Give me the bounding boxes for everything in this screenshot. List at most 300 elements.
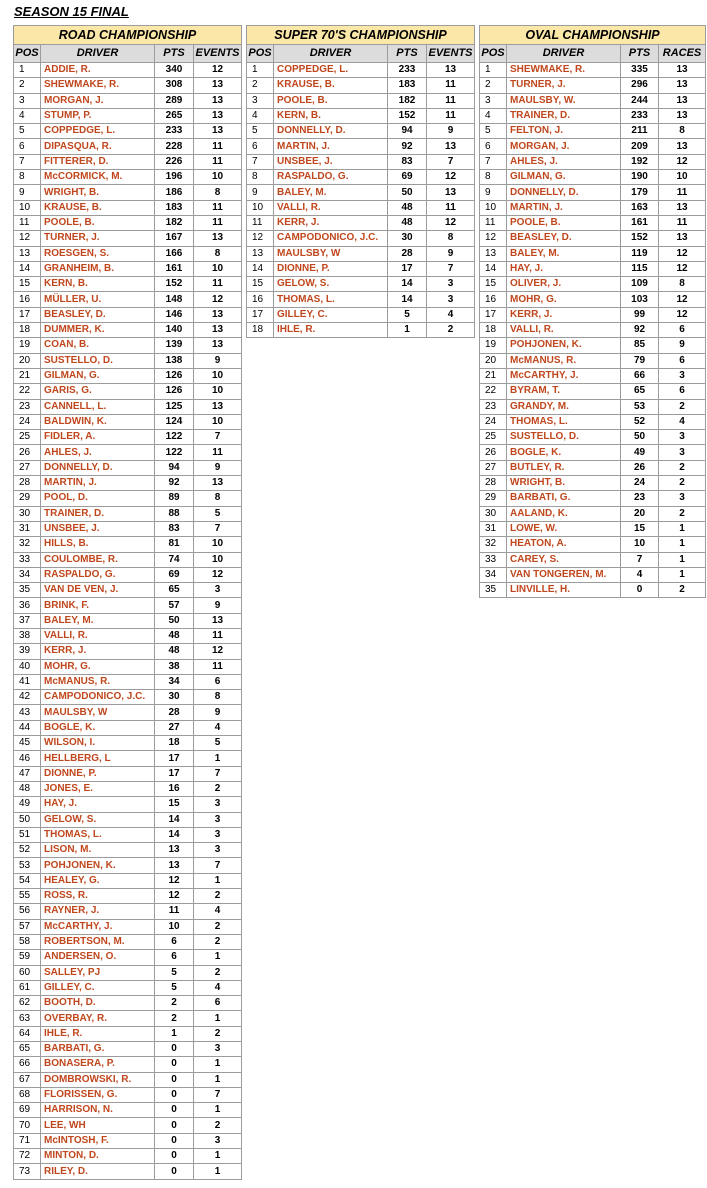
table-row — [14, 215, 242, 230]
pts-cell: 14 — [155, 812, 194, 827]
column-header-driver: DRIVER — [41, 45, 155, 63]
count-cell: 13 — [427, 185, 475, 200]
count-cell: 13 — [194, 613, 242, 628]
count-cell: 13 — [194, 307, 242, 322]
pos-cell: 72 — [14, 1149, 41, 1164]
pts-cell: 138 — [155, 353, 194, 368]
table-row — [14, 1164, 242, 1179]
pts-cell: 48 — [155, 628, 194, 643]
table-row — [247, 139, 475, 154]
driver-cell: FLORISSEN, G. — [41, 1087, 155, 1102]
driver-cell: DIPASQUA, R. — [41, 139, 155, 154]
pos-cell: 71 — [14, 1133, 41, 1148]
driver-cell: JONES, E. — [41, 781, 155, 796]
count-cell: 12 — [659, 246, 706, 261]
pos-cell: 26 — [480, 445, 507, 460]
table-row — [14, 766, 242, 781]
pos-cell: 18 — [14, 323, 41, 338]
super70s-championship-table — [246, 25, 475, 338]
pts-cell: 6 — [155, 950, 194, 965]
table-row — [14, 1118, 242, 1133]
driver-cell: MOHR, G. — [507, 292, 621, 307]
pts-cell: 186 — [155, 185, 194, 200]
driver-cell: SUSTELLO, D. — [507, 430, 621, 445]
page-title: SEASON 15 FINAL — [14, 4, 129, 19]
count-cell: 1 — [194, 1057, 242, 1072]
count-cell: 2 — [194, 889, 242, 904]
table-row — [14, 521, 242, 536]
count-cell: 3 — [659, 491, 706, 506]
table-row — [14, 261, 242, 276]
column-header-races: RACES — [659, 45, 706, 63]
count-cell: 11 — [194, 215, 242, 230]
pos-cell: 14 — [480, 261, 507, 276]
pts-cell: 50 — [388, 185, 427, 200]
driver-cell: HEATON, A. — [507, 537, 621, 552]
table-row — [247, 63, 475, 78]
pts-cell: 140 — [155, 323, 194, 338]
driver-cell: ROSS, R. — [41, 889, 155, 904]
table-row — [14, 307, 242, 322]
count-cell: 13 — [427, 63, 475, 78]
count-cell: 11 — [194, 154, 242, 169]
driver-cell: FELTON, J. — [507, 124, 621, 139]
driver-cell: TRAINER, D. — [41, 506, 155, 521]
driver-cell: IHLE, R. — [41, 1026, 155, 1041]
pos-cell: 61 — [14, 980, 41, 995]
driver-cell: SALLEY, PJ — [41, 965, 155, 980]
table-row — [480, 78, 706, 93]
driver-cell: MARTIN, J. — [274, 139, 388, 154]
driver-cell: VALLI, R. — [274, 200, 388, 215]
table-row — [14, 720, 242, 735]
pos-cell: 8 — [14, 170, 41, 185]
column-header-pos: POS — [14, 45, 41, 63]
count-cell: 10 — [659, 170, 706, 185]
pts-cell: 34 — [155, 674, 194, 689]
pts-cell: 50 — [621, 430, 659, 445]
count-cell: 7 — [194, 766, 242, 781]
driver-cell: MAULSBY, W. — [507, 93, 621, 108]
driver-cell: BOGLE, K. — [507, 445, 621, 460]
table-row — [480, 476, 706, 491]
count-cell: 3 — [659, 368, 706, 383]
pos-cell: 3 — [480, 93, 507, 108]
count-cell: 10 — [194, 552, 242, 567]
column-header-pts: PTS — [155, 45, 194, 63]
count-cell: 1 — [194, 1103, 242, 1118]
table-row — [14, 858, 242, 873]
count-cell: 9 — [194, 705, 242, 720]
table-row — [14, 628, 242, 643]
count-cell: 3 — [427, 292, 475, 307]
column-header-driver: DRIVER — [507, 45, 621, 63]
driver-cell: DONNELLY, D. — [274, 124, 388, 139]
pts-cell: 65 — [155, 583, 194, 598]
pts-cell: 182 — [388, 93, 427, 108]
driver-cell: IHLE, R. — [274, 323, 388, 338]
table-row — [14, 965, 242, 980]
pos-cell: 17 — [480, 307, 507, 322]
driver-cell: FITTERER, D. — [41, 154, 155, 169]
count-cell: 13 — [659, 108, 706, 123]
pts-cell: 30 — [388, 231, 427, 246]
count-cell: 13 — [427, 139, 475, 154]
pts-cell: 190 — [621, 170, 659, 185]
pts-cell: 28 — [388, 246, 427, 261]
driver-cell: DOMBROWSKI, R. — [41, 1072, 155, 1087]
driver-cell: COULOMBE, R. — [41, 552, 155, 567]
driver-cell: McMANUS, R. — [41, 674, 155, 689]
count-cell: 13 — [659, 63, 706, 78]
pos-cell: 1 — [247, 63, 274, 78]
driver-cell: MARTIN, J. — [507, 200, 621, 215]
count-cell: 13 — [194, 338, 242, 353]
driver-cell: MORGAN, J. — [41, 93, 155, 108]
count-cell: 13 — [659, 231, 706, 246]
pos-cell: 11 — [480, 215, 507, 230]
count-cell: 2 — [194, 934, 242, 949]
pos-cell: 4 — [480, 108, 507, 123]
pos-cell: 2 — [14, 78, 41, 93]
pts-cell: 66 — [621, 368, 659, 383]
count-cell: 2 — [427, 323, 475, 338]
driver-cell: McMANUS, R. — [507, 353, 621, 368]
pts-cell: 103 — [621, 292, 659, 307]
count-cell: 8 — [194, 185, 242, 200]
driver-cell: BARBATI, G. — [41, 1042, 155, 1057]
column-header-pos: POS — [247, 45, 274, 63]
count-cell: 2 — [659, 399, 706, 414]
pos-cell: 11 — [247, 215, 274, 230]
table-row — [247, 185, 475, 200]
pos-cell: 25 — [480, 430, 507, 445]
pts-cell: 0 — [155, 1057, 194, 1072]
pts-cell: 69 — [388, 170, 427, 185]
table-row — [480, 93, 706, 108]
pos-cell: 39 — [14, 644, 41, 659]
pos-cell: 54 — [14, 873, 41, 888]
pts-cell: 163 — [621, 200, 659, 215]
column-header-pts: PTS — [621, 45, 659, 63]
pts-cell: 0 — [155, 1118, 194, 1133]
pts-cell: 15 — [621, 521, 659, 536]
count-cell: 8 — [194, 246, 242, 261]
driver-cell: TURNER, J. — [507, 78, 621, 93]
pts-cell: 6 — [155, 934, 194, 949]
pts-cell: 289 — [155, 93, 194, 108]
pos-cell: 7 — [247, 154, 274, 169]
driver-cell: GELOW, S. — [274, 277, 388, 292]
pts-cell: 5 — [388, 307, 427, 322]
pts-cell: 2 — [155, 1011, 194, 1026]
count-cell: 11 — [194, 277, 242, 292]
pts-cell: 2 — [155, 996, 194, 1011]
pts-cell: 28 — [155, 705, 194, 720]
table-body — [247, 63, 475, 338]
pos-cell: 68 — [14, 1087, 41, 1102]
driver-cell: SHEWMAKE, R. — [507, 63, 621, 78]
driver-cell: MAULSBY, W — [41, 705, 155, 720]
count-cell: 3 — [194, 1042, 242, 1057]
driver-cell: POOL, D. — [41, 491, 155, 506]
pts-cell: 167 — [155, 231, 194, 246]
driver-cell: TURNER, J. — [41, 231, 155, 246]
pos-cell: 70 — [14, 1118, 41, 1133]
table-row — [247, 246, 475, 261]
oval-championship-table — [479, 25, 706, 598]
pos-cell: 8 — [480, 170, 507, 185]
table-row — [480, 552, 706, 567]
pts-cell: 14 — [388, 292, 427, 307]
pos-cell: 10 — [14, 200, 41, 215]
pos-cell: 27 — [480, 460, 507, 475]
count-cell: 11 — [427, 93, 475, 108]
count-cell: 5 — [194, 736, 242, 751]
count-cell: 12 — [194, 567, 242, 582]
count-cell: 4 — [194, 980, 242, 995]
pts-cell: 183 — [388, 78, 427, 93]
pts-cell: 17 — [388, 261, 427, 276]
table-row — [480, 399, 706, 414]
pts-cell: 124 — [155, 414, 194, 429]
table-row — [14, 506, 242, 521]
table-row — [14, 139, 242, 154]
count-cell: 7 — [194, 430, 242, 445]
table-row — [480, 185, 706, 200]
table-row — [480, 430, 706, 445]
table-row — [14, 124, 242, 139]
driver-cell: HILLS, B. — [41, 537, 155, 552]
driver-cell: McCORMICK, M. — [41, 170, 155, 185]
pts-cell: 335 — [621, 63, 659, 78]
pts-cell: 139 — [155, 338, 194, 353]
pts-cell: 115 — [621, 261, 659, 276]
count-cell: 12 — [427, 170, 475, 185]
pos-cell: 3 — [247, 93, 274, 108]
pos-cell: 23 — [14, 399, 41, 414]
driver-cell: GILLEY, C. — [41, 980, 155, 995]
pos-cell: 35 — [14, 583, 41, 598]
pts-cell: 49 — [621, 445, 659, 460]
driver-cell: BRINK, F. — [41, 598, 155, 613]
pts-cell: 48 — [155, 644, 194, 659]
driver-cell: RILEY, D. — [41, 1164, 155, 1179]
driver-cell: OLIVER, J. — [507, 277, 621, 292]
count-cell: 4 — [194, 904, 242, 919]
table-row — [14, 613, 242, 628]
count-cell: 2 — [194, 1118, 242, 1133]
pos-cell: 60 — [14, 965, 41, 980]
pos-cell: 15 — [480, 277, 507, 292]
driver-cell: RASPALDO, G. — [41, 567, 155, 582]
table-row — [247, 124, 475, 139]
pts-cell: 244 — [621, 93, 659, 108]
pts-cell: 152 — [621, 231, 659, 246]
pts-cell: 94 — [388, 124, 427, 139]
table-row — [14, 78, 242, 93]
table-row — [14, 598, 242, 613]
driver-cell: ANDERSEN, O. — [41, 950, 155, 965]
count-cell: 10 — [194, 261, 242, 276]
table-row — [14, 690, 242, 705]
driver-cell: RAYNER, J. — [41, 904, 155, 919]
pos-cell: 17 — [14, 307, 41, 322]
table-row — [480, 292, 706, 307]
pos-cell: 20 — [480, 353, 507, 368]
table-row — [14, 108, 242, 123]
column-header-events: EVENTS — [194, 45, 242, 63]
table-row — [480, 368, 706, 383]
pts-cell: 17 — [155, 766, 194, 781]
table-row — [480, 384, 706, 399]
pos-cell: 55 — [14, 889, 41, 904]
pts-cell: 24 — [621, 476, 659, 491]
table-row — [480, 445, 706, 460]
table-row — [14, 460, 242, 475]
pos-cell: 49 — [14, 797, 41, 812]
pts-cell: 125 — [155, 399, 194, 414]
driver-cell: HELLBERG, L — [41, 751, 155, 766]
count-cell: 11 — [194, 139, 242, 154]
pts-cell: 209 — [621, 139, 659, 154]
count-cell: 4 — [659, 414, 706, 429]
count-cell: 10 — [194, 170, 242, 185]
count-cell: 8 — [194, 491, 242, 506]
driver-cell: DONNELLY, D. — [41, 460, 155, 475]
table-row — [480, 521, 706, 536]
pts-cell: 13 — [155, 843, 194, 858]
table-row — [14, 567, 242, 582]
driver-cell: LINVILLE, H. — [507, 583, 621, 598]
pts-cell: 179 — [621, 185, 659, 200]
count-cell: 1 — [659, 537, 706, 552]
driver-cell: WRIGHT, B. — [41, 185, 155, 200]
pts-cell: 0 — [155, 1133, 194, 1148]
table-row — [247, 200, 475, 215]
pts-cell: 12 — [155, 873, 194, 888]
pos-cell: 64 — [14, 1026, 41, 1041]
pts-cell: 161 — [621, 215, 659, 230]
table-row — [14, 751, 242, 766]
driver-cell: ROESGEN, S. — [41, 246, 155, 261]
pts-cell: 12 — [155, 889, 194, 904]
driver-cell: WRIGHT, B. — [507, 476, 621, 491]
pts-cell: 265 — [155, 108, 194, 123]
count-cell: 9 — [194, 353, 242, 368]
driver-cell: GILMAN, G. — [41, 368, 155, 383]
table-row — [480, 108, 706, 123]
driver-cell: BUTLEY, R. — [507, 460, 621, 475]
count-cell: 8 — [194, 690, 242, 705]
table-row — [247, 292, 475, 307]
table-row — [480, 277, 706, 292]
driver-cell: DIONNE, P. — [41, 766, 155, 781]
table-row — [14, 950, 242, 965]
table-row — [14, 353, 242, 368]
driver-cell: BALEY, M. — [274, 185, 388, 200]
pos-cell: 32 — [14, 537, 41, 552]
count-cell: 11 — [427, 200, 475, 215]
pos-cell: 36 — [14, 598, 41, 613]
pos-cell: 48 — [14, 781, 41, 796]
pts-cell: 69 — [155, 567, 194, 582]
table-row — [14, 1026, 242, 1041]
driver-cell: POOLE, B. — [41, 215, 155, 230]
pos-cell: 67 — [14, 1072, 41, 1087]
driver-cell: STUMP, P. — [41, 108, 155, 123]
driver-cell: CAREY, S. — [507, 552, 621, 567]
pos-cell: 62 — [14, 996, 41, 1011]
count-cell: 12 — [194, 63, 242, 78]
count-cell: 13 — [659, 78, 706, 93]
pos-cell: 58 — [14, 934, 41, 949]
table-row — [14, 1087, 242, 1102]
pts-cell: 7 — [621, 552, 659, 567]
table-row — [14, 552, 242, 567]
table-row — [14, 644, 242, 659]
pos-cell: 33 — [14, 552, 41, 567]
count-cell: 13 — [194, 399, 242, 414]
table-row — [14, 1133, 242, 1148]
driver-cell: OVERBAY, R. — [41, 1011, 155, 1026]
table-row — [480, 200, 706, 215]
pts-cell: 5 — [155, 965, 194, 980]
driver-cell: VAN TONGEREN, M. — [507, 567, 621, 582]
pos-cell: 9 — [14, 185, 41, 200]
pos-cell: 29 — [14, 491, 41, 506]
pos-cell: 27 — [14, 460, 41, 475]
table-row — [14, 1103, 242, 1118]
count-cell: 12 — [659, 154, 706, 169]
table-row — [14, 231, 242, 246]
pos-cell: 16 — [14, 292, 41, 307]
driver-cell: SHEWMAKE, R. — [41, 78, 155, 93]
pts-cell: 122 — [155, 445, 194, 460]
driver-cell: ROBERTSON, M. — [41, 934, 155, 949]
pts-cell: 27 — [155, 720, 194, 735]
count-cell: 10 — [194, 368, 242, 383]
count-cell: 1 — [659, 552, 706, 567]
count-cell: 4 — [194, 720, 242, 735]
pts-cell: 183 — [155, 200, 194, 215]
pos-cell: 53 — [14, 858, 41, 873]
driver-cell: BALEY, M. — [41, 613, 155, 628]
pts-cell: 38 — [155, 659, 194, 674]
driver-cell: GILMAN, G. — [507, 170, 621, 185]
table-row — [480, 170, 706, 185]
pts-cell: 1 — [388, 323, 427, 338]
pos-cell: 33 — [480, 552, 507, 567]
pts-cell: 296 — [621, 78, 659, 93]
table-row — [14, 674, 242, 689]
table-row — [14, 934, 242, 949]
count-cell: 6 — [659, 323, 706, 338]
count-cell: 2 — [659, 460, 706, 475]
pos-cell: 8 — [247, 170, 274, 185]
table-row — [480, 414, 706, 429]
pts-cell: 0 — [155, 1103, 194, 1118]
driver-cell: COAN, B. — [41, 338, 155, 353]
driver-cell: BOGLE, K. — [41, 720, 155, 735]
driver-cell: KERR, J. — [507, 307, 621, 322]
table-row — [14, 919, 242, 934]
count-cell: 13 — [194, 476, 242, 491]
pts-cell: 15 — [155, 797, 194, 812]
pos-cell: 17 — [247, 307, 274, 322]
table-row — [14, 277, 242, 292]
table-row — [14, 93, 242, 108]
